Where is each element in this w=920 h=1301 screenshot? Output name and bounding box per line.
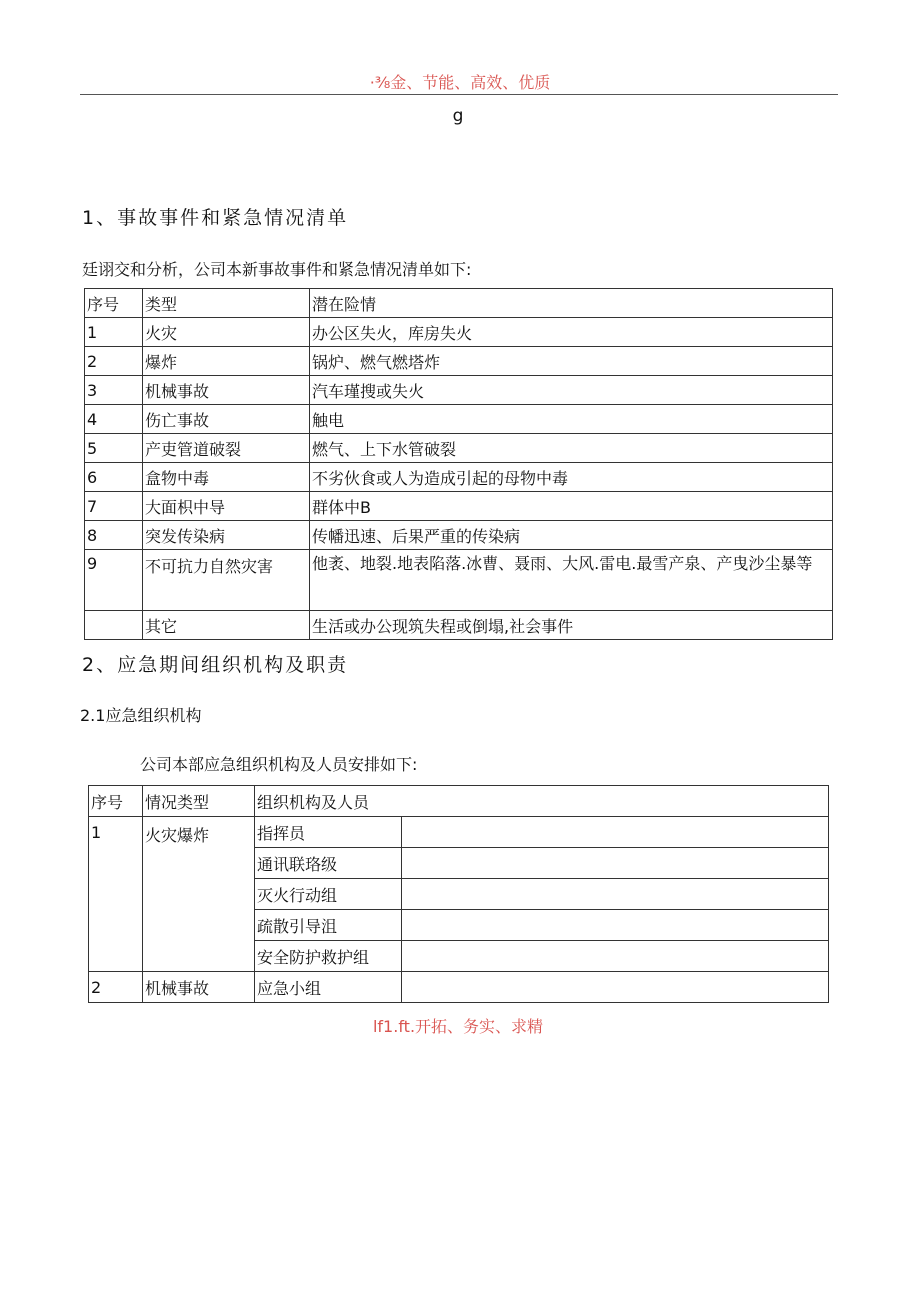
row-type: 不可抗力自然灾害: [143, 550, 310, 611]
table-row: [85, 405, 833, 434]
row-number: 3: [85, 376, 143, 405]
row-type: 大面枳中导: [143, 492, 310, 521]
header-cell: 潜在险情: [310, 289, 833, 318]
unit-name: 通讯联珞级: [255, 848, 402, 879]
table-row: [85, 611, 833, 640]
footer-motto: lf1.ft.开拓、务实、求精: [372, 1017, 544, 1036]
unit-personnel: [402, 972, 829, 1003]
unit-name: 灭火行动组: [255, 879, 402, 910]
unit-name: 应急小组: [255, 972, 402, 1003]
row-hazard: 不劣伙食或人为造成引起的母物中毒: [310, 463, 833, 492]
organization-table: [88, 785, 829, 1003]
section1-title: 1、事故事件和紧急情况清单: [82, 207, 349, 229]
table-row: [85, 521, 833, 550]
row-number: 7: [85, 492, 143, 521]
table-header-row: [89, 786, 829, 817]
row-hazard: 传幡迅速、后果严重的传染病: [310, 521, 833, 550]
row-type: 伤亡事故: [143, 405, 310, 434]
unit-personnel: [402, 879, 829, 910]
row-type: 其它: [143, 611, 310, 640]
row-hazard: 汽车瑾搜或失火: [310, 376, 833, 405]
table-row: [85, 550, 833, 611]
unit-personnel: [402, 848, 829, 879]
header-cell: 类型: [143, 289, 310, 318]
row-type: 产吏管道破裂: [143, 434, 310, 463]
table-row: [89, 817, 829, 848]
row-number: 1: [85, 318, 143, 347]
header-cell: 序号: [85, 289, 143, 318]
section2-intro: 公司本部应急组织机构及人员安排如下:: [140, 755, 418, 774]
table-header-row: [85, 289, 833, 318]
unit-personnel: [402, 910, 829, 941]
table-row: [85, 492, 833, 521]
table-row: [85, 434, 833, 463]
table-row: [89, 972, 829, 1003]
row-number: 4: [85, 405, 143, 434]
row-type: 盒物中毒: [143, 463, 310, 492]
section2-subtitle: 2.1应急组织机构: [80, 706, 202, 725]
unit-name: 指挥员: [255, 817, 402, 848]
row-number: 2: [85, 347, 143, 376]
group-number: 2: [89, 972, 143, 1003]
header-divider: [80, 94, 838, 95]
row-type: 火灾: [143, 318, 310, 347]
unit-personnel: [402, 941, 829, 972]
table-row: [85, 376, 833, 405]
group-type: 机械事故: [143, 972, 255, 1003]
unit-name: 安全防护救护组: [255, 941, 402, 972]
row-hazard: 生活或办公现筑失程或倒塌,社会事件: [310, 611, 833, 640]
unit-personnel: [402, 817, 829, 848]
row-hazard: 锅炉、燃气燃塔炸: [310, 347, 833, 376]
row-number: 5: [85, 434, 143, 463]
row-hazard: 燃气、上下水管破裂: [310, 434, 833, 463]
header-cell: 组织机构及人员: [255, 786, 829, 817]
table-row: [85, 347, 833, 376]
group-type: 火灾爆炸: [143, 817, 255, 972]
section2-title: 2、应急期间组织机构及职责: [82, 654, 349, 676]
row-type: 突发传染病: [143, 521, 310, 550]
table-row: [85, 463, 833, 492]
group-number: 1: [89, 817, 143, 972]
row-hazard: 触电: [310, 405, 833, 434]
row-hazard: 他袤、地裂.地表陷落.冰曹、聂雨、大风.雷电.最雪产泉、产曳沙尘暴等: [310, 550, 833, 611]
header-cell: 序号: [89, 786, 143, 817]
row-number: 6: [85, 463, 143, 492]
row-number: 8: [85, 521, 143, 550]
row-type: 爆炸: [143, 347, 310, 376]
row-hazard: 群体中B: [310, 492, 833, 521]
row-hazard: 办公区失火，库房失火: [310, 318, 833, 347]
unit-name: 疏散引导沮: [255, 910, 402, 941]
section1-intro: 廷诩交和分析，公司本新事故事件和紧急情况清单如下:: [82, 260, 472, 279]
table-row: [85, 318, 833, 347]
header-cell: 情况类型: [143, 786, 255, 817]
row-number: 9: [85, 550, 143, 611]
header-motto: ·⅜金、节能、高效、优质: [369, 73, 551, 92]
page-mark: g: [452, 106, 464, 126]
row-number: [85, 611, 143, 640]
row-type: 机械事故: [143, 376, 310, 405]
emergency-list-table: [84, 288, 833, 640]
